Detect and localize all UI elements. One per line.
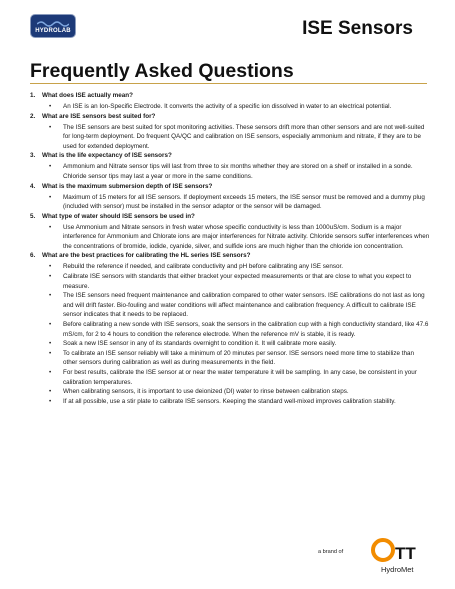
- answer-bullet: • The ISE sensors are best suited for spot monitoring activities. These sensors drift more than other sensors and are not well-suited for long-term deployment. Do frequent QA/QC and calibration on ISE sensors, especially ammonium and nitrate, if they are to be used for extended deployment.: [30, 123, 430, 152]
- header-title: ISE Sensors: [302, 18, 413, 39]
- ott-o-icon: [373, 540, 393, 560]
- faq-item: [30, 112, 430, 152]
- answer-bullet: • For best results, calibrate the ISE sensor at or near the water temperature it will be sampling. In any case, be consistent in your calibration temperatures.: [30, 368, 430, 387]
- faq-item: [30, 212, 430, 252]
- faq-item: [30, 182, 430, 212]
- answer-bullet: • Use Ammonium and Nitrate sensors in fresh water whose specific conductivity is less than 1000uS/cm. Sodium is a major interference for Ammonium and Chlorate ions are major interferences for Nitrate activity. Chloride sensors suffer interferences when the concentrations of bromide, iodide, cyanide, silver, and sulfide ions are much higher than the chloride ion concentration.: [30, 223, 430, 252]
- faq-item: [30, 91, 430, 112]
- logo-text: HYDROLAB: [35, 28, 71, 34]
- page-title: Frequently Asked Questions: [30, 60, 294, 82]
- ott-wordmark: TT: [395, 544, 416, 563]
- faq-item: [30, 151, 430, 181]
- answer-list: [30, 102, 430, 112]
- title-divider: [30, 83, 427, 84]
- question-number: 5.: [30, 212, 36, 220]
- question-number: 1.: [30, 92, 36, 99]
- question-text: What is the life expectancy of ISE sensors?: [42, 152, 172, 160]
- hydrolab-logo: [30, 14, 76, 38]
- brand-prefix: a brand of: [318, 549, 344, 555]
- question-number: 2.: [30, 112, 36, 120]
- question-text: What are the best practices for calibrating the HL series ISE sensors?: [42, 252, 251, 260]
- answer-bullet: • Before calibrating a new sonde with ISE sensors, soak the sensors in the calibration cup with a high conductivity standard, like 47.6 mS/cm, for 2 to 4 hours to condition the reference electrode. When the reference mV is stable, it is ready.: [30, 320, 430, 339]
- question-text: What is the maximum submersion depth of ISE sensors?: [42, 182, 213, 190]
- answer-bullet: • To calibrate an ISE sensor reliably will take a minimum of 20 minutes per sensor. ISE sensors need more time to stabilize than other sensors during calibration as well as during measurements in the field.: [30, 349, 430, 368]
- ott-subtitle: HydroMet: [381, 565, 414, 574]
- answer-list: [30, 123, 430, 152]
- answer-bullet: • Maximum of 15 meters for all ISE sensors. If deployment exceeds 15 meters, the ISE sensor must be removed and a dummy plug (included with sensor) must be installed in the sensor adaptor or the sensor will be damaged.: [30, 193, 430, 212]
- answer-bullet: • Rebuild the reference if needed, and calibrate conductivity and pH before calibrating any ISE sensor.: [30, 262, 430, 272]
- answer-list: [30, 223, 430, 252]
- faq-question: [30, 151, 430, 161]
- answer-list: [30, 162, 430, 181]
- question-number: 4.: [30, 182, 36, 190]
- answer-bullet: • Soak a new ISE sensor in any of its standards overnight to condition it. It will calibrate more easily.: [30, 339, 430, 349]
- wave-icon: [37, 19, 69, 27]
- faq-question: [30, 212, 430, 222]
- faq-question: [30, 182, 430, 192]
- faq-question: [30, 112, 430, 122]
- answer-bullet: • The ISE sensors need frequent maintenance and calibration compared to other water sensors. ISE calibrations do not last as long and will drift faster. Bio-fouling and water conditions will affect maintenance and calibration frequency. A difficult to calibrate ISE sensor indicates that it needs to be replaced.: [30, 291, 430, 320]
- faq-question: [30, 91, 430, 101]
- answer-bullet: • Calibrate ISE sensors with standards that either bracket your expected measurements or that are close to what you expect to measure.: [30, 272, 430, 291]
- question-number: 3.: [30, 152, 36, 160]
- answer-bullet: • An ISE is an Ion-Specific Electrode. It converts the activity of a specific ion dissolved in water to an electrical potential.: [30, 102, 430, 112]
- answer-bullet: • If at all possible, use a stir plate to calibrate ISE sensors. Keeping the standard well-mixed improves calibration stability.: [30, 397, 430, 407]
- faq-list: [30, 91, 430, 406]
- question-text: What type of water should ISE sensors be used in?: [42, 212, 195, 220]
- ott-hydromet-logo: [370, 537, 420, 577]
- answer-bullet: • Ammonium and Nitrate sensor tips will last from three to six months whether they are stored on a shelf or installed in a sonde. Chloride sensor tips may last a year or more in the same conditions.: [30, 162, 430, 181]
- faq-item: [30, 251, 430, 406]
- question-number: 6.: [30, 252, 36, 260]
- faq-question: [30, 251, 430, 261]
- question-text: What does ISE actually mean?: [42, 92, 133, 99]
- answer-list: [30, 193, 430, 212]
- answer-bullet: • When calibrating sensors, it is important to use deionized (DI) water to rinse between calibration steps.: [30, 387, 430, 397]
- answer-list: [30, 262, 430, 406]
- question-text: What are ISE sensors best suited for?: [42, 112, 156, 120]
